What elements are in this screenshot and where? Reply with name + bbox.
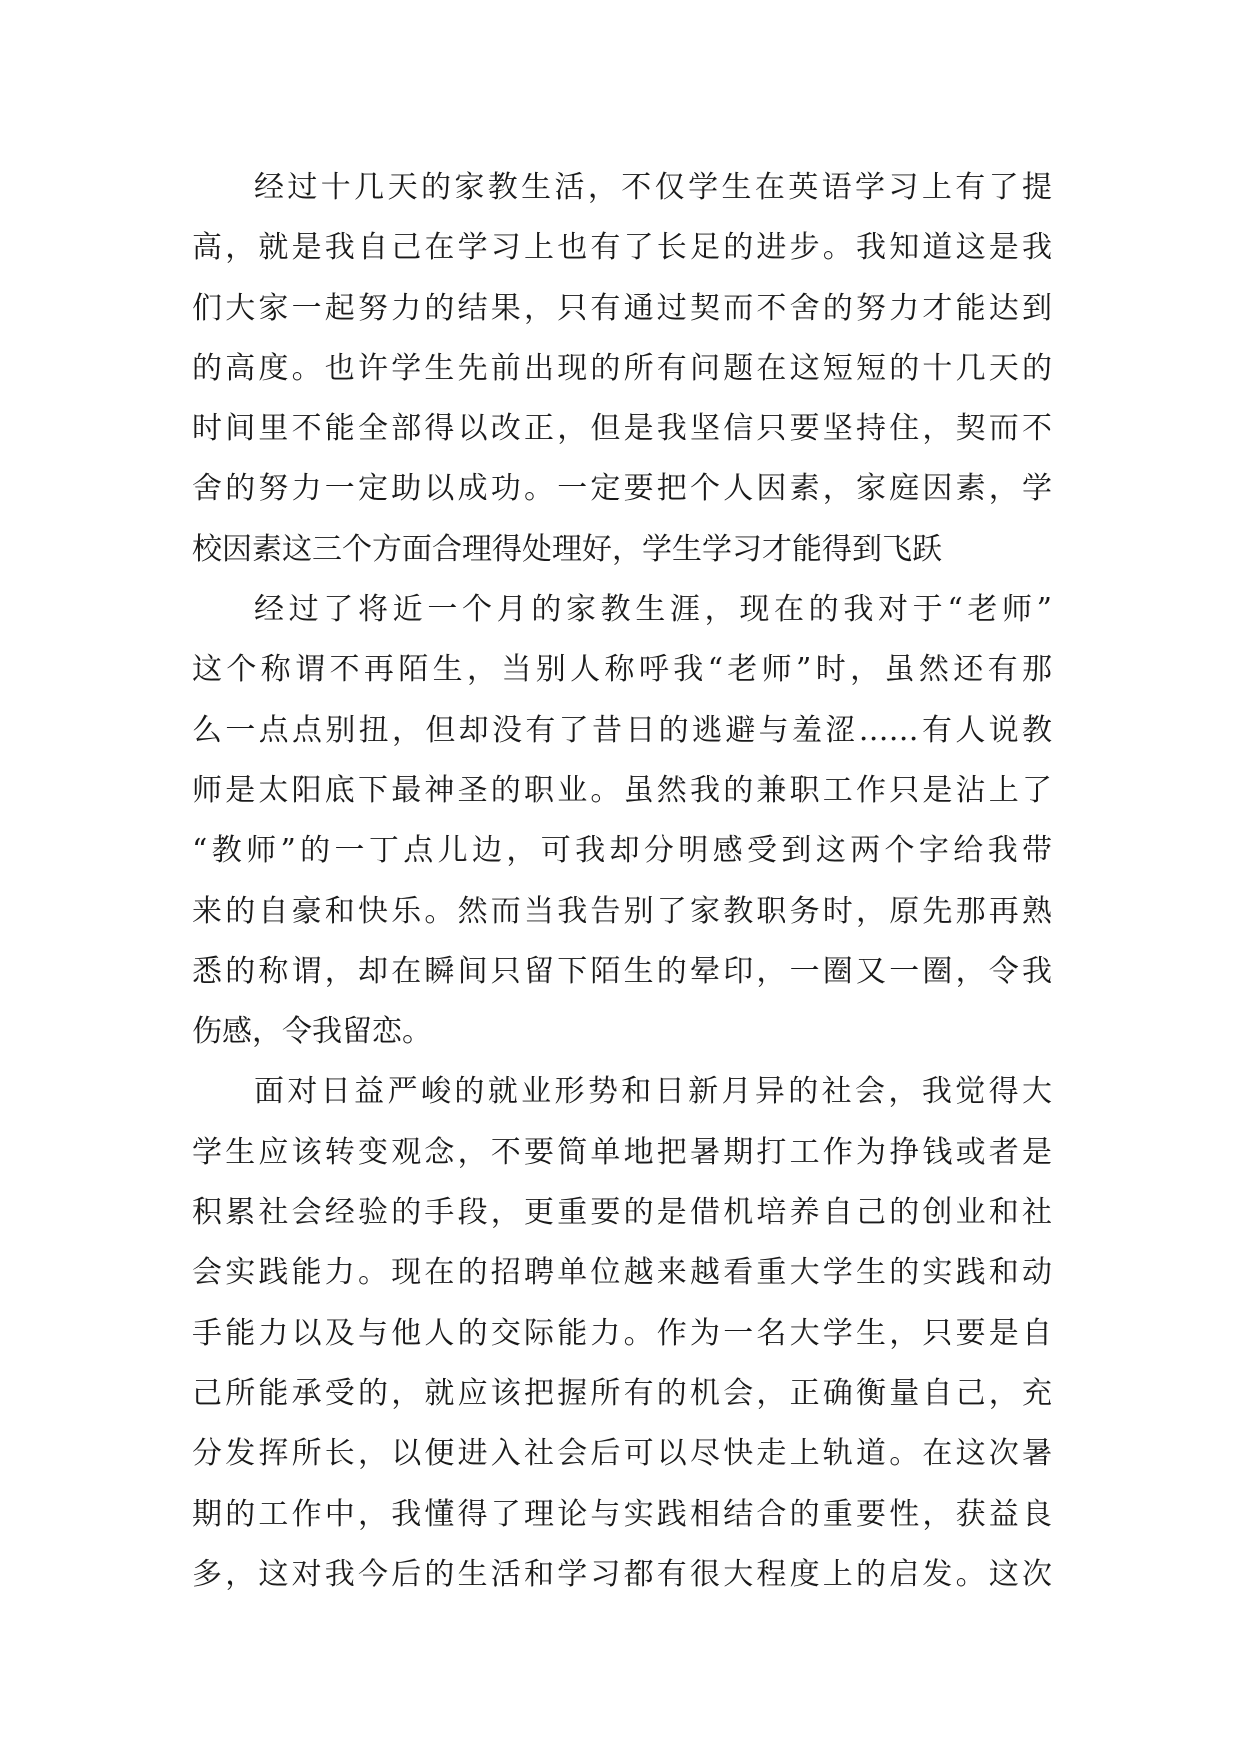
text-line: 们大家一起努力的结果，只有通过契而不舍的努力才能达到 bbox=[192, 290, 1052, 326]
text-line: 会实践能力。现在的招聘单位越来越看重大学生的实践和动 bbox=[192, 1255, 1052, 1291]
text-line: 分发挥所长，以便进入社会后可以尽快走上轨道。在这次暑 bbox=[192, 1436, 1052, 1472]
document-body bbox=[192, 158, 1052, 1605]
text-line: 经过了将近一个月的家教生涯，现在的我对于“老师” bbox=[254, 592, 1052, 628]
text-line: 伤感，令我留恋。 bbox=[192, 1014, 432, 1050]
text-line: 时间里不能全部得以改正，但是我坚信只要坚持住，契而不 bbox=[192, 411, 1052, 447]
text-line: 的高度。也许学生先前出现的所有问题在这短短的十几天的 bbox=[192, 350, 1052, 386]
text-line: 高，就是我自己在学习上也有了长足的进步。我知道这是我 bbox=[192, 230, 1052, 266]
text-line: 师是太阳底下最神圣的职业。虽然我的兼职工作只是沾上了 bbox=[192, 772, 1052, 808]
paragraph bbox=[192, 1062, 1052, 1605]
text-line: 面对日益严峻的就业形势和日新月异的社会，我觉得大 bbox=[254, 1074, 1052, 1110]
text-line: 积累社会经验的手段，更重要的是借机培养自己的创业和社 bbox=[192, 1195, 1052, 1231]
text-line: 舍的努力一定助以成功。一定要把个人因素，家庭因素，学 bbox=[192, 471, 1052, 507]
text-line: 么一点点别扭，但却没有了昔日的逃避与羞涩……有人说教 bbox=[192, 712, 1052, 748]
text-line: 经过十几天的家教生活，不仅学生在英语学习上有了提 bbox=[254, 170, 1052, 205]
text-line: 来的自豪和快乐。然而当我告别了家教职务时，原先那再熟 bbox=[192, 893, 1052, 929]
paragraph bbox=[192, 158, 1052, 580]
text-line: 己所能承受的，就应该把握所有的机会，正确衡量自己，充 bbox=[192, 1375, 1052, 1411]
text-line: 这个称谓不再陌生，当别人称呼我“老师”时，虽然还有那 bbox=[192, 652, 1052, 688]
text-line: 多，这对我今后的生活和学习都有很大程度上的启发。这次 bbox=[192, 1556, 1052, 1592]
text-line: 校因素这三个方面合理得处理好，学生学习才能得到飞跃 bbox=[192, 531, 942, 567]
paragraph bbox=[192, 580, 1052, 1062]
text-line: 悉的称谓，却在瞬间只留下陌生的晕印，一圈又一圈，令我 bbox=[192, 953, 1052, 989]
text-line: 期的工作中，我懂得了理论与实践相结合的重要性，获益良 bbox=[192, 1496, 1052, 1532]
text-line: “教师”的一丁点儿边，可我却分明感受到这两个字给我带 bbox=[192, 833, 1052, 869]
text-line: 学生应该转变观念，不要简单地把暑期打工作为挣钱或者是 bbox=[192, 1134, 1052, 1170]
text-line: 手能力以及与他人的交际能力。作为一名大学生，只要是自 bbox=[192, 1315, 1052, 1351]
